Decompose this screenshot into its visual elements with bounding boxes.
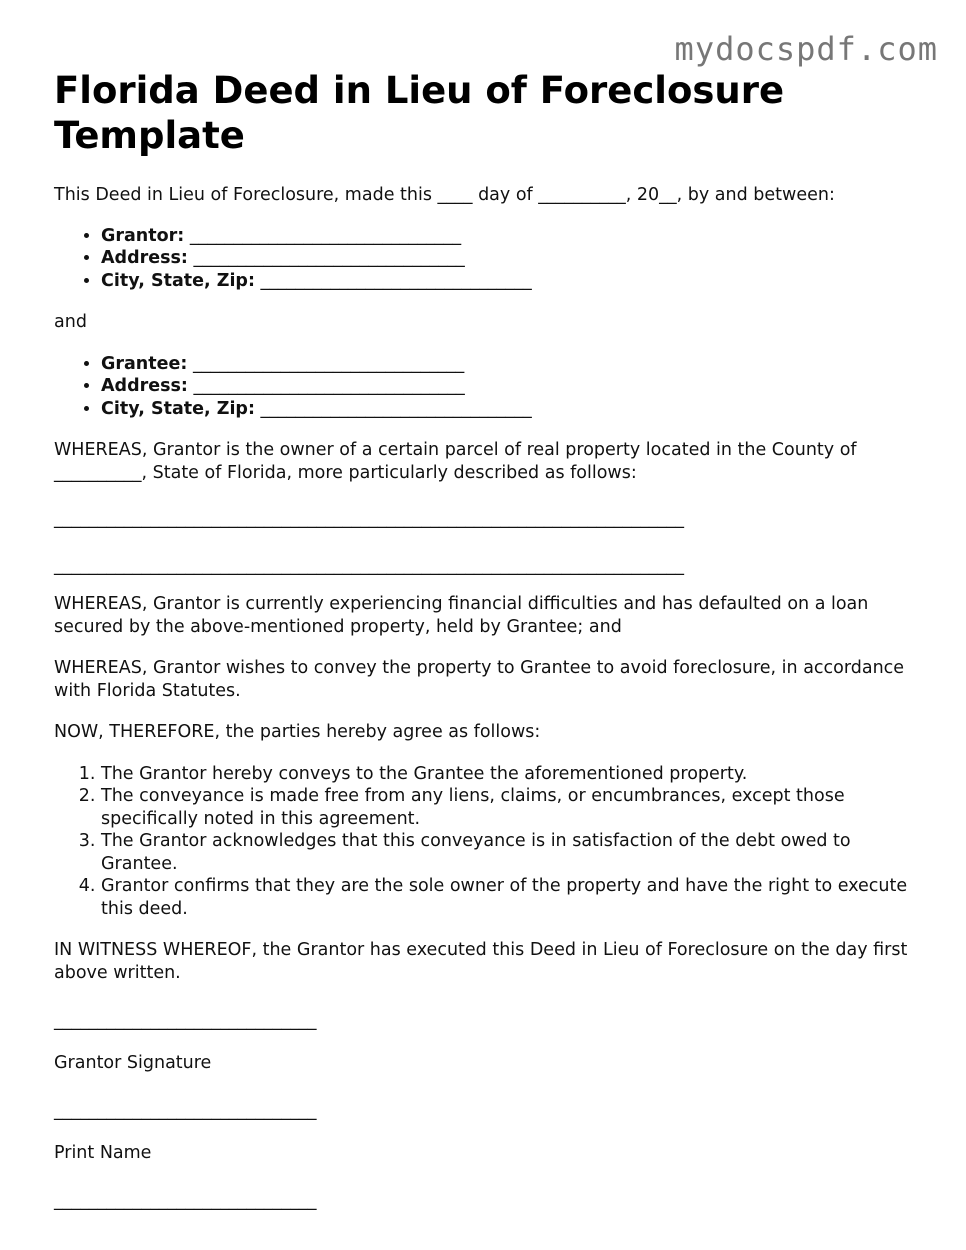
grantee-city-item	[101, 398, 924, 421]
term-item: 4. Grantor confirms that they are the sole owner of the property and have the right to execute this deed.	[101, 875, 924, 920]
field-blank: _______________________________	[260, 270, 532, 291]
extra-line: ______________________________	[54, 1191, 317, 1211]
field-blank: _______________________________	[192, 353, 465, 374]
grantee-address-item	[101, 375, 924, 398]
grantor-name-item	[101, 225, 924, 248]
witness-paragraph: IN WITNESS WHEREOF, the Grantor has executed this Deed in Lieu of Foreclosure on the day first above written.	[54, 940, 908, 983]
field-blank: _______________________________	[189, 225, 462, 246]
whereas-default: WHEREAS, Grantor is currently experiencing financial difficulties and has defaulted on a loan secured by the above-mentioned property, held by Grantee; and	[54, 594, 869, 637]
intro-paragraph: This Deed in Lieu of Foreclosure, made this ____ day of __________, 20__, by and between:	[54, 185, 835, 205]
grantor-city-item	[101, 270, 924, 293]
field-blank: _______________________________	[193, 248, 465, 268]
term-item: 1. The Grantor hereby conveys to the Grantee the aforementioned property.	[101, 763, 924, 786]
description-line-2: ________________________________________________________________________	[54, 555, 684, 576]
signature-line: ______________________________	[54, 1011, 317, 1031]
whereas-convey: WHEREAS, Grantor wishes to convey the property to Grantee to avoid foreclosure, in accordance with Florida Statutes.	[54, 658, 905, 701]
terms-list	[54, 763, 924, 921]
watermark: mydocspdf.com	[674, 30, 938, 68]
field-blank: _______________________________	[193, 376, 465, 396]
term-item: 3. The Grantor acknowledges that this conveyance is in satisfaction of the debt owed to Grantee.	[101, 830, 924, 875]
field-label: Address:	[101, 376, 188, 396]
print-name-line: ______________________________	[54, 1101, 317, 1121]
grantee-name-item	[101, 353, 924, 376]
document-body	[54, 68, 924, 1213]
grantor-address-item	[101, 247, 924, 270]
field-label: Grantee:	[101, 353, 188, 374]
document-title: Florida Deed in Lieu of Foreclosure Template	[54, 69, 785, 157]
and-text: and	[54, 312, 87, 332]
field-blank: _______________________________	[260, 398, 532, 419]
term-item: 2. The conveyance is made free from any liens, claims, or encumbrances, except those specifically noted in this agreement.	[101, 785, 924, 830]
field-label: Grantor:	[101, 225, 185, 246]
grantor-list	[54, 225, 924, 293]
field-label: City, State, Zip:	[101, 398, 255, 419]
whereas-property: WHEREAS, Grantor is the owner of a certain parcel of real property located in the County of __________, State of Florida, more particularly described as follows:	[54, 440, 857, 483]
description-line-1: ________________________________________________________________________	[54, 509, 684, 529]
grantee-list	[54, 353, 924, 421]
now-therefore: NOW, THEREFORE, the parties hereby agree as follows:	[54, 722, 541, 742]
field-label: City, State, Zip:	[101, 270, 255, 291]
field-label: Address:	[101, 248, 188, 268]
signature-label: Grantor Signature	[54, 1052, 212, 1073]
print-name-label: Print Name	[54, 1142, 152, 1163]
